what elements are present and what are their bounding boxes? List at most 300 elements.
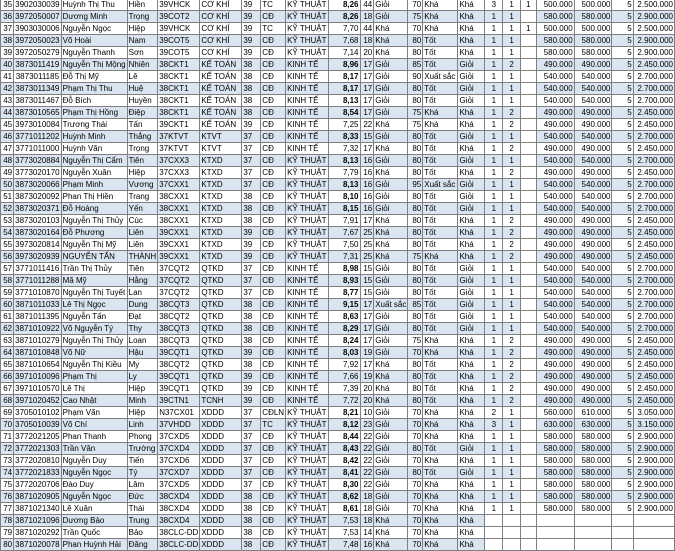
student-id-cell[interactable]: 3771011000 bbox=[15, 143, 60, 153]
conduct-grade-cell[interactable]: Tốt bbox=[423, 203, 458, 215]
credits-cell[interactable]: 10 bbox=[360, 407, 374, 419]
months-cell[interactable]: 5 bbox=[612, 443, 633, 455]
score-cell[interactable]: 7,14 bbox=[329, 47, 360, 59]
academic-grade-cell[interactable]: Giỏi bbox=[374, 347, 408, 359]
given-name-cell[interactable]: Dung bbox=[127, 299, 158, 311]
group-2-cell[interactable]: 2 bbox=[503, 371, 521, 383]
credits-cell[interactable]: 20 bbox=[360, 395, 374, 407]
group-3-cell[interactable] bbox=[520, 287, 536, 299]
table-row[interactable] bbox=[1, 371, 675, 383]
surname-cell[interactable]: Đỗ Hoàng bbox=[61, 203, 127, 215]
score-cell[interactable]: 7,66 bbox=[329, 371, 360, 383]
academic-grade-cell[interactable]: Khá bbox=[374, 215, 408, 227]
level-cell[interactable]: CĐ bbox=[261, 47, 286, 59]
cohort-cell[interactable]: 38 bbox=[242, 95, 261, 107]
conduct-points-cell[interactable]: 70 bbox=[408, 347, 423, 359]
conduct-points-cell[interactable]: 70 bbox=[408, 539, 423, 551]
row-number-cell[interactable]: 41 bbox=[1, 71, 14, 83]
class-cell[interactable]: 37CXX1 bbox=[158, 179, 200, 191]
field-cell[interactable]: KỸ THUẬT bbox=[286, 155, 329, 167]
surname-cell[interactable]: Cao Nhật bbox=[61, 395, 127, 407]
row-number-cell[interactable]: 78 bbox=[1, 515, 14, 527]
field-cell[interactable]: KINH TẾ bbox=[286, 71, 329, 83]
score-cell[interactable]: 7,32 bbox=[329, 143, 360, 155]
score-cell[interactable]: 8,17 bbox=[329, 83, 360, 95]
rank-cell[interactable]: Khá bbox=[458, 143, 485, 155]
amount-1-cell[interactable]: 490.000 bbox=[536, 347, 574, 359]
group-2-cell[interactable]: 1 bbox=[503, 11, 521, 23]
cohort-cell[interactable]: 38 bbox=[242, 515, 261, 527]
student-id-cell[interactable]: 3771010870 bbox=[15, 287, 60, 297]
field-cell[interactable]: KINH TẾ bbox=[286, 323, 329, 335]
group-2-cell[interactable]: 1 bbox=[503, 431, 521, 443]
surname-cell[interactable]: Nguyễn Ngọc bbox=[61, 491, 127, 503]
surname-cell[interactable]: Đào Duy bbox=[61, 479, 127, 491]
surname-cell[interactable]: Đỗ Phương bbox=[61, 227, 127, 239]
months-cell[interactable]: 5 bbox=[612, 59, 633, 71]
table-row[interactable] bbox=[1, 71, 675, 83]
credits-cell[interactable]: 17 bbox=[360, 83, 374, 95]
class-cell[interactable]: 37CQT2 bbox=[158, 263, 200, 275]
score-cell[interactable]: 8,33 bbox=[329, 131, 360, 143]
total-cell[interactable] bbox=[633, 527, 674, 539]
conduct-points-cell[interactable]: 80 bbox=[408, 395, 423, 407]
major-cell[interactable]: KTXD bbox=[200, 179, 242, 191]
major-cell[interactable]: KTXD bbox=[200, 155, 242, 167]
major-cell[interactable]: KTXD bbox=[200, 203, 242, 215]
surname-cell[interactable]: Lê Xuân bbox=[61, 503, 127, 515]
academic-grade-cell[interactable]: Giỏi bbox=[374, 131, 408, 143]
conduct-points-cell[interactable]: 90 bbox=[408, 71, 423, 83]
field-cell[interactable]: KỸ THUẬT bbox=[286, 239, 329, 251]
group-3-cell[interactable] bbox=[520, 95, 536, 107]
academic-grade-cell[interactable]: Giỏi bbox=[374, 0, 408, 11]
group-3-cell[interactable] bbox=[520, 515, 536, 527]
field-cell[interactable]: KINH TẾ bbox=[286, 119, 329, 131]
given-name-cell[interactable]: Lê bbox=[127, 71, 158, 83]
rank-cell[interactable]: Giỏi bbox=[458, 155, 485, 167]
group-2-cell[interactable]: 2 bbox=[503, 167, 521, 179]
major-cell[interactable]: QTKD bbox=[200, 299, 242, 311]
months-cell[interactable]: 5 bbox=[612, 23, 633, 35]
conduct-points-cell[interactable]: 70 bbox=[408, 431, 423, 443]
row-number-cell[interactable]: 44 bbox=[1, 107, 14, 119]
amount-1-cell[interactable]: 560.000 bbox=[536, 407, 574, 419]
score-cell[interactable]: 8,62 bbox=[329, 491, 360, 503]
level-cell[interactable]: CĐ bbox=[261, 215, 286, 227]
row-number-cell[interactable]: 49 bbox=[1, 167, 14, 179]
total-cell[interactable]: 2.450.000 bbox=[633, 395, 674, 407]
field-cell[interactable]: KINH TẾ bbox=[286, 287, 329, 299]
group-2-cell[interactable]: 1 bbox=[503, 275, 521, 287]
major-cell[interactable]: XDDD bbox=[200, 491, 242, 503]
surname-cell[interactable]: Nguyễn Thanh bbox=[61, 47, 127, 59]
given-name-cell[interactable]: Nhiên bbox=[127, 59, 158, 71]
conduct-points-cell[interactable]: 85 bbox=[408, 59, 423, 71]
table-row[interactable] bbox=[1, 323, 675, 335]
total-cell[interactable]: 2.450.000 bbox=[633, 347, 674, 359]
field-cell[interactable]: KINH TẾ bbox=[286, 59, 329, 71]
class-cell[interactable]: 39CTN1 bbox=[158, 395, 200, 407]
conduct-points-cell[interactable]: 80 bbox=[408, 203, 423, 215]
given-name-cell[interactable]: Tý bbox=[127, 467, 158, 479]
student-id-cell[interactable]: 3871010279 bbox=[15, 335, 60, 345]
student-id-cell[interactable]: 3873020371 bbox=[15, 203, 60, 213]
cohort-cell[interactable]: 39 bbox=[242, 227, 261, 239]
given-name-cell[interactable]: Hiệp bbox=[127, 407, 158, 419]
group-1-cell[interactable]: 1 bbox=[485, 203, 503, 215]
score-cell[interactable]: 8,13 bbox=[329, 95, 360, 107]
field-cell[interactable]: KỸ THUẬT bbox=[286, 491, 329, 503]
months-cell[interactable]: 5 bbox=[612, 47, 633, 59]
score-cell[interactable]: 8,93 bbox=[329, 275, 360, 287]
total-cell[interactable]: 3.050.000 bbox=[633, 407, 674, 419]
table-row[interactable] bbox=[1, 191, 675, 203]
conduct-grade-cell[interactable]: Tốt bbox=[423, 143, 458, 155]
conduct-points-cell[interactable]: 70 bbox=[408, 515, 423, 527]
major-cell[interactable]: XDDD bbox=[200, 419, 242, 431]
group-2-cell[interactable]: 1 bbox=[503, 155, 521, 167]
group-1-cell[interactable]: 1 bbox=[485, 371, 503, 383]
group-1-cell[interactable]: 1 bbox=[485, 467, 503, 479]
field-cell[interactable]: KỸ THUẬT bbox=[286, 227, 329, 239]
conduct-points-cell[interactable]: 80 bbox=[408, 287, 423, 299]
score-cell[interactable]: 8,03 bbox=[329, 347, 360, 359]
amount-1-cell[interactable]: 490.000 bbox=[536, 215, 574, 227]
table-row[interactable] bbox=[1, 35, 675, 47]
field-cell[interactable]: KỸ THUẬT bbox=[286, 503, 329, 515]
major-cell[interactable]: XDDD bbox=[200, 503, 242, 515]
rank-cell[interactable]: Khá bbox=[458, 455, 485, 467]
rank-cell[interactable]: Khá bbox=[458, 0, 485, 11]
level-cell[interactable]: CĐ bbox=[261, 83, 286, 95]
amount-1-cell[interactable]: 540.000 bbox=[536, 323, 574, 335]
class-cell[interactable]: 37CXX3 bbox=[158, 167, 200, 179]
group-1-cell[interactable]: 1 bbox=[485, 455, 503, 467]
rank-cell[interactable]: Khá bbox=[458, 107, 485, 119]
academic-grade-cell[interactable]: Khá bbox=[374, 371, 408, 383]
credits-cell[interactable]: 25 bbox=[360, 251, 374, 263]
field-cell[interactable]: KỸ THUẬT bbox=[286, 251, 329, 263]
credits-cell[interactable]: 44 bbox=[360, 23, 374, 35]
field-cell[interactable]: KỸ THUẬT bbox=[286, 23, 329, 35]
amount-2-cell[interactable]: 540.000 bbox=[574, 131, 612, 143]
level-cell[interactable]: CĐ bbox=[261, 203, 286, 215]
table-row[interactable] bbox=[1, 359, 675, 371]
field-cell[interactable]: KỸ THUẬT bbox=[286, 515, 329, 527]
surname-cell[interactable]: Phan Thị Hiền bbox=[61, 191, 127, 203]
group-1-cell[interactable]: 1 bbox=[485, 47, 503, 59]
group-2-cell[interactable]: 1 bbox=[503, 35, 521, 47]
group-1-cell[interactable]: 1 bbox=[485, 95, 503, 107]
amount-1-cell[interactable]: 540.000 bbox=[536, 191, 574, 203]
conduct-grade-cell[interactable]: Khá bbox=[423, 515, 458, 527]
class-cell[interactable]: 38CQT3 bbox=[158, 335, 200, 347]
academic-grade-cell[interactable]: Khá bbox=[374, 539, 408, 551]
group-3-cell[interactable] bbox=[520, 455, 536, 467]
table-row[interactable] bbox=[1, 467, 675, 479]
group-2-cell[interactable]: 1 bbox=[503, 83, 521, 95]
amount-1-cell[interactable]: 540.000 bbox=[536, 299, 574, 311]
table-row[interactable] bbox=[1, 515, 675, 527]
class-cell[interactable]: 38CKT1 bbox=[158, 59, 200, 71]
months-cell[interactable]: 5 bbox=[612, 179, 633, 191]
group-2-cell[interactable]: 1 bbox=[503, 0, 521, 11]
months-cell[interactable]: 5 bbox=[612, 347, 633, 359]
rank-cell[interactable]: Khá bbox=[458, 395, 485, 407]
months-cell[interactable]: 5 bbox=[612, 119, 633, 131]
amount-2-cell[interactable] bbox=[574, 527, 612, 539]
given-name-cell[interactable]: Điệp bbox=[127, 107, 158, 119]
score-cell[interactable]: 8,13 bbox=[329, 155, 360, 167]
score-cell[interactable]: 7,50 bbox=[329, 239, 360, 251]
row-number-cell[interactable]: 56 bbox=[1, 251, 14, 263]
level-cell[interactable]: TC bbox=[261, 419, 286, 431]
table-row[interactable] bbox=[1, 11, 675, 23]
student-id-cell[interactable]: 3871011033 bbox=[15, 299, 60, 309]
group-2-cell[interactable]: 1 bbox=[503, 47, 521, 59]
major-cell[interactable]: KTXD bbox=[200, 215, 242, 227]
amount-1-cell[interactable]: 580.000 bbox=[536, 11, 574, 23]
credits-cell[interactable]: 22 bbox=[360, 431, 374, 443]
row-number-cell[interactable]: 76 bbox=[1, 491, 14, 503]
group-1-cell[interactable]: 1 bbox=[485, 287, 503, 299]
rank-cell[interactable]: Khá bbox=[458, 527, 485, 539]
total-cell[interactable]: 2.900.000 bbox=[633, 443, 674, 455]
table-row[interactable] bbox=[1, 59, 675, 71]
group-2-cell[interactable]: 1 bbox=[503, 467, 521, 479]
amount-2-cell[interactable]: 500.000 bbox=[574, 23, 612, 35]
months-cell[interactable] bbox=[612, 515, 633, 527]
conduct-grade-cell[interactable]: Tốt bbox=[423, 263, 458, 275]
cohort-cell[interactable]: 39 bbox=[242, 251, 261, 263]
surname-cell[interactable]: Đỗ Thị Mỹ bbox=[61, 71, 127, 83]
level-cell[interactable]: CĐ bbox=[261, 251, 286, 263]
group-2-cell[interactable]: 1 bbox=[503, 491, 521, 503]
conduct-grade-cell[interactable]: Tốt bbox=[423, 359, 458, 371]
academic-grade-cell[interactable]: Giỏi bbox=[374, 191, 408, 203]
months-cell[interactable]: 5 bbox=[612, 419, 633, 431]
group-2-cell[interactable]: 1 bbox=[503, 443, 521, 455]
score-cell[interactable]: 8,42 bbox=[329, 455, 360, 467]
months-cell[interactable]: 5 bbox=[612, 11, 633, 23]
group-3-cell[interactable] bbox=[520, 539, 536, 551]
rank-cell[interactable]: Khá bbox=[458, 383, 485, 395]
major-cell[interactable]: KTXD bbox=[200, 239, 242, 251]
conduct-points-cell[interactable]: 80 bbox=[408, 311, 423, 323]
field-cell[interactable]: KỸ THUẬT bbox=[286, 527, 329, 539]
group-3-cell[interactable] bbox=[520, 335, 536, 347]
row-number-cell[interactable]: 55 bbox=[1, 239, 14, 251]
score-cell[interactable]: 7,68 bbox=[329, 35, 360, 47]
months-cell[interactable]: 5 bbox=[612, 467, 633, 479]
total-cell[interactable]: 2.700.000 bbox=[633, 323, 674, 335]
amount-2-cell[interactable]: 490.000 bbox=[574, 371, 612, 383]
total-cell[interactable]: 2.500.000 bbox=[633, 0, 674, 11]
field-cell[interactable]: KỸ THUẬT bbox=[286, 443, 329, 455]
group-3-cell[interactable] bbox=[520, 167, 536, 179]
conduct-points-cell[interactable]: 75 bbox=[408, 119, 423, 131]
group-2-cell[interactable]: 2 bbox=[503, 359, 521, 371]
field-cell[interactable]: KINH TẾ bbox=[286, 299, 329, 311]
student-id-cell[interactable]: 3873011419 bbox=[15, 59, 60, 69]
rank-cell[interactable]: Giỏi bbox=[458, 263, 485, 275]
major-cell[interactable]: KẾ TOÁN bbox=[200, 119, 242, 131]
class-cell[interactable]: 38CKT1 bbox=[158, 71, 200, 83]
academic-grade-cell[interactable]: Giỏi bbox=[374, 59, 408, 71]
conduct-grade-cell[interactable]: Tốt bbox=[423, 167, 458, 179]
conduct-grade-cell[interactable]: Khá bbox=[423, 479, 458, 491]
class-cell[interactable]: 37CXX3 bbox=[158, 155, 200, 167]
group-1-cell[interactable] bbox=[485, 515, 503, 527]
cohort-cell[interactable]: 37 bbox=[242, 287, 261, 299]
total-cell[interactable]: 2.700.000 bbox=[633, 71, 674, 83]
amount-1-cell[interactable]: 580.000 bbox=[536, 467, 574, 479]
cohort-cell[interactable]: 37 bbox=[242, 179, 261, 191]
total-cell[interactable]: 2.450.000 bbox=[633, 107, 674, 119]
row-number-cell[interactable]: 35 bbox=[1, 0, 14, 11]
table-row[interactable] bbox=[1, 491, 675, 503]
cohort-cell[interactable]: 38 bbox=[242, 299, 261, 311]
level-cell[interactable]: CĐ bbox=[261, 359, 286, 371]
score-cell[interactable]: 8,24 bbox=[329, 335, 360, 347]
amount-1-cell[interactable]: 490.000 bbox=[536, 335, 574, 347]
cohort-cell[interactable]: 38 bbox=[242, 107, 261, 119]
credits-cell[interactable]: 16 bbox=[360, 539, 374, 551]
credits-cell[interactable]: 44 bbox=[360, 0, 374, 11]
row-number-cell[interactable]: 74 bbox=[1, 467, 14, 479]
row-number-cell[interactable]: 67 bbox=[1, 383, 14, 395]
conduct-points-cell[interactable]: 80 bbox=[408, 191, 423, 203]
given-name-cell[interactable]: Sơn bbox=[127, 47, 158, 59]
score-cell[interactable]: 7,67 bbox=[329, 227, 360, 239]
conduct-grade-cell[interactable]: Khá bbox=[423, 251, 458, 263]
field-cell[interactable]: KINH TẾ bbox=[286, 95, 329, 107]
score-cell[interactable]: 8,21 bbox=[329, 407, 360, 419]
total-cell[interactable]: 3.150.000 bbox=[633, 419, 674, 431]
cohort-cell[interactable]: 39 bbox=[242, 0, 261, 11]
group-3-cell[interactable] bbox=[520, 275, 536, 287]
rank-cell[interactable]: Giỏi bbox=[458, 275, 485, 287]
given-name-cell[interactable]: Hậu bbox=[127, 347, 158, 359]
rank-cell[interactable]: Giỏi bbox=[458, 287, 485, 299]
field-cell[interactable]: KỸ THUẬT bbox=[286, 455, 329, 467]
academic-grade-cell[interactable]: Giỏi bbox=[374, 275, 408, 287]
student-id-cell[interactable]: 3705010039 bbox=[15, 419, 60, 429]
rank-cell[interactable]: Khá bbox=[458, 419, 485, 431]
rank-cell[interactable]: Giỏi bbox=[458, 179, 485, 191]
major-cell[interactable]: CƠ KHÍ bbox=[200, 47, 242, 59]
row-number-cell[interactable]: 65 bbox=[1, 359, 14, 371]
months-cell[interactable]: 5 bbox=[612, 383, 633, 395]
credits-cell[interactable]: 17 bbox=[360, 95, 374, 107]
student-id-cell[interactable]: 3771011416 bbox=[15, 263, 60, 273]
major-cell[interactable]: QTKD bbox=[200, 323, 242, 335]
surname-cell[interactable]: Dương Minh bbox=[61, 11, 127, 23]
group-1-cell[interactable]: 1 bbox=[485, 275, 503, 287]
row-number-cell[interactable]: 70 bbox=[1, 419, 14, 431]
level-cell[interactable]: CĐ bbox=[261, 527, 286, 539]
major-cell[interactable]: QTKD bbox=[200, 263, 242, 275]
amount-2-cell[interactable]: 490.000 bbox=[574, 227, 612, 239]
level-cell[interactable]: CĐ bbox=[261, 227, 286, 239]
group-2-cell[interactable]: 2 bbox=[503, 119, 521, 131]
score-cell[interactable]: 8,98 bbox=[329, 263, 360, 275]
credits-cell[interactable]: 17 bbox=[360, 299, 374, 311]
field-cell[interactable]: KỸ THUẬT bbox=[286, 479, 329, 491]
group-1-cell[interactable]: 1 bbox=[485, 479, 503, 491]
student-id-cell[interactable]: 3771011202 bbox=[15, 131, 60, 141]
surname-cell[interactable]: Nguyễn Thị Kiều bbox=[61, 359, 127, 371]
row-number-cell[interactable]: 39 bbox=[1, 47, 14, 59]
given-name-cell[interactable]: Hiệp bbox=[127, 167, 158, 179]
surname-cell[interactable]: Nguyễn Ngọc bbox=[61, 467, 127, 479]
major-cell[interactable]: QTKD bbox=[200, 371, 242, 383]
class-cell[interactable]: 39CXX1 bbox=[158, 227, 200, 239]
months-cell[interactable]: 5 bbox=[612, 0, 633, 11]
amount-1-cell[interactable]: 540.000 bbox=[536, 263, 574, 275]
class-cell[interactable]: 39VHCK bbox=[158, 23, 200, 35]
academic-grade-cell[interactable]: Khá bbox=[374, 23, 408, 35]
given-name-cell[interactable]: Liên bbox=[127, 227, 158, 239]
conduct-points-cell[interactable]: 70 bbox=[408, 455, 423, 467]
given-name-cell[interactable]: Loan bbox=[127, 335, 158, 347]
row-number-cell[interactable]: 43 bbox=[1, 95, 14, 107]
student-id-cell[interactable]: 3973020814 bbox=[15, 239, 60, 249]
score-cell[interactable]: 7,91 bbox=[329, 215, 360, 227]
credits-cell[interactable]: 25 bbox=[360, 227, 374, 239]
months-cell[interactable]: 5 bbox=[612, 107, 633, 119]
score-cell[interactable]: 8,26 bbox=[329, 0, 360, 11]
table-row[interactable] bbox=[1, 539, 675, 551]
amount-1-cell[interactable]: 490.000 bbox=[536, 383, 574, 395]
row-number-cell[interactable]: 79 bbox=[1, 527, 14, 539]
group-3-cell[interactable] bbox=[520, 443, 536, 455]
level-cell[interactable]: CĐ bbox=[261, 155, 286, 167]
score-cell[interactable]: 7,72 bbox=[329, 395, 360, 407]
student-id-cell[interactable]: 3971020452 bbox=[15, 395, 60, 405]
level-cell[interactable]: CĐ bbox=[261, 263, 286, 275]
academic-grade-cell[interactable]: Giỏi bbox=[374, 71, 408, 83]
row-number-cell[interactable]: 73 bbox=[1, 455, 14, 467]
months-cell[interactable]: 5 bbox=[612, 299, 633, 311]
given-name-cell[interactable]: Huệ bbox=[127, 83, 158, 95]
row-number-cell[interactable]: 75 bbox=[1, 479, 14, 491]
conduct-points-cell[interactable]: 80 bbox=[408, 371, 423, 383]
rank-cell[interactable]: Khá bbox=[458, 503, 485, 515]
months-cell[interactable]: 5 bbox=[612, 227, 633, 239]
group-2-cell[interactable]: 1 bbox=[503, 287, 521, 299]
academic-grade-cell[interactable]: Khá bbox=[374, 239, 408, 251]
cohort-cell[interactable]: 37 bbox=[242, 431, 261, 443]
amount-1-cell[interactable]: 490.000 bbox=[536, 119, 574, 131]
major-cell[interactable]: XDDD bbox=[200, 455, 242, 467]
amount-2-cell[interactable]: 540.000 bbox=[574, 299, 612, 311]
total-cell[interactable]: 2.700.000 bbox=[633, 311, 674, 323]
field-cell[interactable]: KỸ THUẬT bbox=[286, 35, 329, 47]
major-cell[interactable]: QTKD bbox=[200, 311, 242, 323]
class-cell[interactable]: 38CXX1 bbox=[158, 203, 200, 215]
total-cell[interactable]: 2.450.000 bbox=[633, 59, 674, 71]
total-cell[interactable]: 2.700.000 bbox=[633, 299, 674, 311]
student-id-cell[interactable]: 3873020092 bbox=[15, 191, 60, 201]
surname-cell[interactable]: Nguyễn Thị Thủy bbox=[61, 335, 127, 347]
class-cell[interactable]: 38CKT1 bbox=[158, 107, 200, 119]
conduct-grade-cell[interactable]: Tốt bbox=[423, 323, 458, 335]
conduct-grade-cell[interactable]: Tốt bbox=[423, 239, 458, 251]
amount-2-cell[interactable]: 540.000 bbox=[574, 323, 612, 335]
conduct-grade-cell[interactable]: Tốt bbox=[423, 467, 458, 479]
